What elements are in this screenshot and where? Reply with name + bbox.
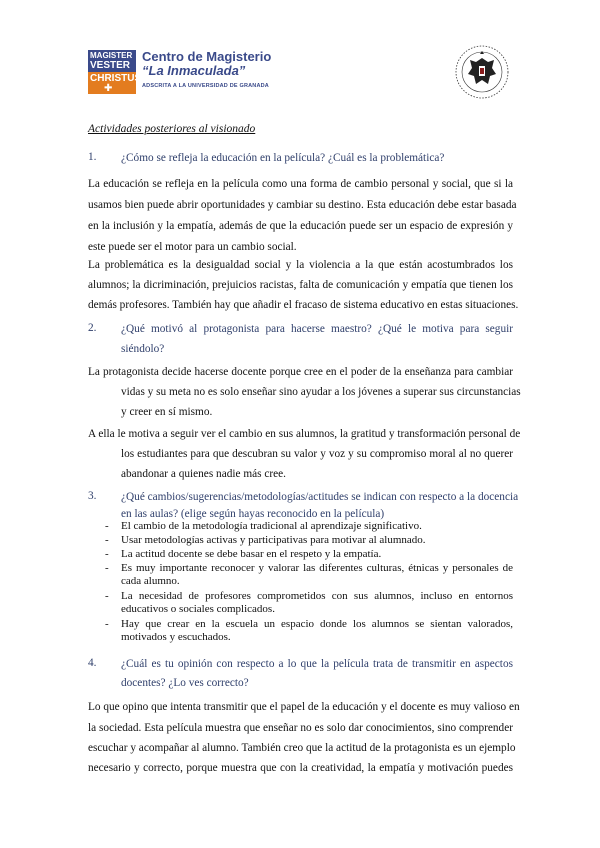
answer-1-line: usamos bien puede abrir oportunidades y cambiar su destino. Esta educación debe estar basada <box>88 199 517 211</box>
answer-2-line: vidas y su meta no es solo enseñar sino ayudar a los jóvenes a superar sus circunstancias <box>121 386 521 398</box>
question-number: 1. <box>88 151 97 163</box>
answer-2-line: los estudiantes para que descubran su valor y voz y su compromiso moral al no querer <box>121 448 513 460</box>
answer-2-line: La protagonista decide hacerse docente porque cree en el poder de la enseñanza para cambiar <box>88 366 513 378</box>
answer-4-line: la sociedad. Esta película muestra que enseñar no es solo dar conocimientos, sino comprender <box>88 722 513 734</box>
bullet-marker: - <box>105 618 109 630</box>
bullet-item-cont: educativos o sociales complicados. <box>121 603 275 615</box>
answer-1-line: este puede ser el motor para un cambio social. <box>88 241 297 253</box>
answer-2-line: A ella le motiva a seguir ver el cambio en sus alumnos, la gratitud y transformación personal de <box>88 428 521 440</box>
answer-2-line: y creer en sí mismo. <box>121 406 213 418</box>
bullet-item: Hay que crear en la escuela un espacio donde los alumnos se sientan valorados, <box>121 618 513 630</box>
question-4-line: docentes? ¿Lo ves correcto? <box>121 677 249 689</box>
bullet-marker: - <box>105 548 109 560</box>
bullet-item: Es muy importante reconocer y valorar las diferentes culturas, étnicas y personales de <box>121 562 513 574</box>
university-seal-icon <box>454 44 510 100</box>
question-1-line: ¿Cómo se refleja la educación en la película? ¿Cuál es la problemática? <box>121 152 445 164</box>
answer-1-line: La problemática es la desigualdad social y la violencia a la que están acostumbrados los <box>88 259 513 271</box>
answer-1-line: en la inclusión y la empatía, además de que la educación puede ser un espacio de expresión y <box>88 220 513 232</box>
section-title: Actividades posteriores al visionado <box>88 123 256 135</box>
question-3-line: en las aulas? (elige según hayas reconocido en la película) <box>121 508 385 520</box>
question-number: 3. <box>88 490 97 502</box>
bullet-item: La actitud docente se debe basar en el respeto y la empatía. <box>121 548 382 560</box>
question-4-line: ¿Cuál es tu opinión con respecto a lo que la película trata de transmitir en aspectos <box>121 658 513 670</box>
answer-1-line: La educación se refleja en la película como una forma de cambio personal y social, que si la <box>88 178 513 190</box>
question-number: 4. <box>88 657 97 669</box>
answer-1-line: alumnos; la dicriminación, prejuicios racistas, falta de comunicación y empatía que tienen los <box>88 279 513 291</box>
answer-2-line: abandonar a quienes nadie más cree. <box>121 468 286 480</box>
school-logo <box>88 50 278 96</box>
bullet-item: La necesidad de profesores comprometidos con sus alumnos, incluso en entornos <box>121 590 513 602</box>
answer-1-line: demás profesores. También hay que añadir el fracaso de sistema educativo en estas situaciones. <box>88 299 519 311</box>
answer-4-line: escuchar y acompañar al alumno. También creo que la actitud de la protagonista es un ejemplo <box>88 742 516 754</box>
logo-affiliation: ADSCRITA A LA UNIVERSIDAD DE GRANADA <box>142 83 269 89</box>
answer-4-line: Lo que opino que intenta transmitir que el papel de la educación y el docente es muy valioso en <box>88 701 520 713</box>
logo-name-line2: “La Inmaculada” <box>142 63 246 78</box>
question-number: 2. <box>88 322 97 334</box>
question-3-line: ¿Qué cambios/sugerencias/metodologías/actitudes se indican con respecto a la docencia <box>121 491 519 503</box>
answer-4-line: necesario y correcto, porque muestra que con la creatividad, la empatía y motivación puedes <box>88 762 513 774</box>
bullet-item-cont: motivados y escuchados. <box>121 631 231 643</box>
question-2-line: siéndolo? <box>121 343 165 355</box>
logo-mark-icon: MAGISTER VESTER CHRISTUS ✚ <box>90 51 142 94</box>
bullet-item-cont: cada alumno. <box>121 575 180 587</box>
bullet-marker: - <box>105 590 109 602</box>
bullet-marker: - <box>105 520 109 532</box>
question-2-line: ¿Qué motivó al protagonista para hacerse maestro? ¿Qué le motiva para seguir <box>121 323 513 335</box>
bullet-marker: - <box>105 534 109 546</box>
bullet-item: El cambio de la metodología tradicional al aprendizaje significativo. <box>121 520 422 532</box>
bullet-item: Usar metodologías activas y participativas para motivar al alumnado. <box>121 534 426 546</box>
bullet-marker: - <box>105 562 109 574</box>
logo-name-line1: Centro de Magisterio <box>142 49 272 64</box>
